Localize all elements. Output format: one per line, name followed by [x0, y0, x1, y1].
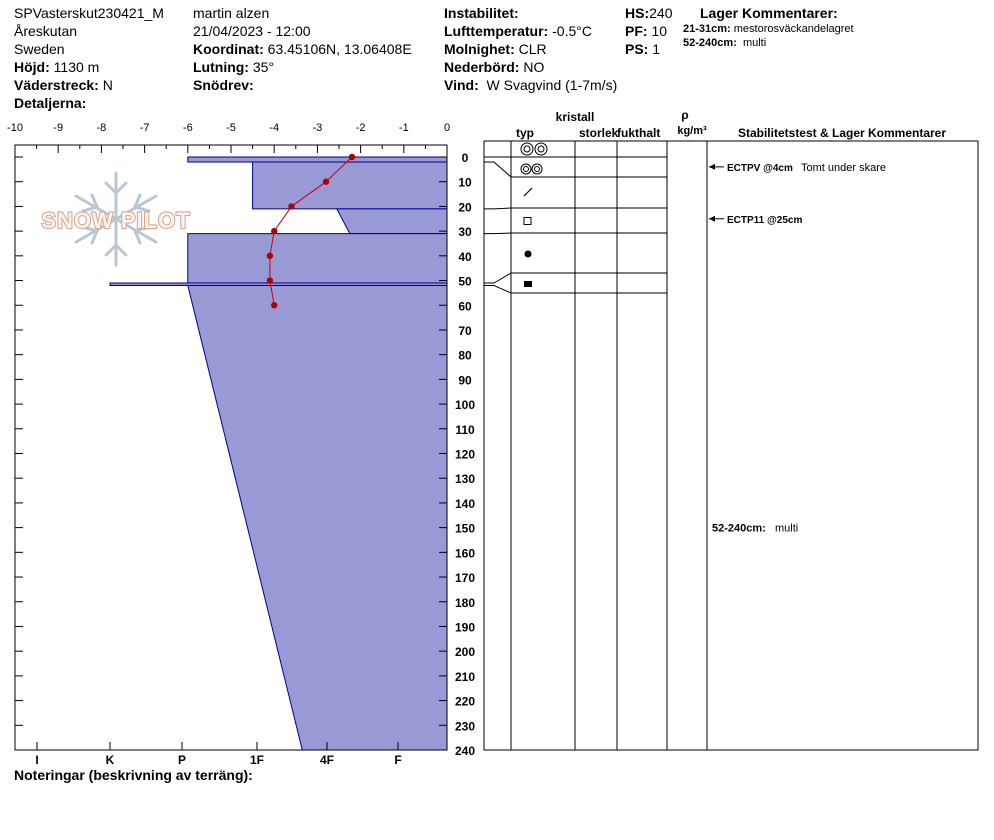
- stability-test-label: ECTP11 @25cm: [727, 214, 803, 226]
- precip-value: NO: [523, 59, 545, 75]
- depth-tick-label-12: 120: [454, 447, 476, 462]
- temp-tick-label-10: 0: [443, 122, 451, 134]
- layer-table: [484, 108, 978, 750]
- temp-tick-label-6: -4: [269, 122, 280, 134]
- airtemp-label: Lufttemperatur:: [444, 23, 549, 39]
- layer-comment-1-text: mestorosväckandelagret: [733, 23, 854, 35]
- coordinate-value: 63.45106N, 13.06408E: [267, 41, 412, 57]
- depth-tick-label-13: 130: [454, 472, 476, 487]
- temperature-point-0: [349, 154, 355, 160]
- temp-tick-label-3: -7: [139, 122, 150, 134]
- temperature-point-2: [288, 203, 294, 209]
- depth-tick-label-5: 50: [458, 274, 472, 289]
- header-size: storlek: [579, 126, 619, 140]
- pf-label: PF:: [625, 23, 648, 39]
- ring-inner-b: [535, 167, 540, 172]
- header-rho-unit: kg/m³: [677, 125, 707, 137]
- wind-label: Vind:: [444, 77, 479, 93]
- temp-tick-label-2: -8: [96, 122, 107, 134]
- hardness-layer-3: [188, 234, 447, 283]
- ps-value: 1: [652, 41, 661, 57]
- hs-value: 240: [649, 5, 673, 21]
- depth-tick-label-23: 230: [454, 719, 476, 734]
- stability-test-1: [709, 215, 802, 226]
- header-rho: ρ: [681, 108, 689, 122]
- depth-tick-label-24: 240: [454, 744, 476, 758]
- sky-value: CLR: [518, 41, 547, 57]
- ring-outer-a: [521, 143, 533, 155]
- hardness-layer-2: [337, 209, 447, 234]
- hardness-layers: [110, 157, 447, 750]
- airtemp-value: -0.5°C: [552, 23, 592, 39]
- stability-test-0: [709, 162, 886, 174]
- temperature-point-4: [267, 253, 273, 259]
- grain-symbol-filled-dot: [525, 251, 532, 258]
- depth-tick-label-6: 60: [458, 299, 472, 314]
- layer-connector-5: [484, 285, 511, 293]
- temperature-point-3: [271, 228, 277, 234]
- depth-tick-label-2: 20: [458, 200, 472, 215]
- pf-value: 10: [651, 23, 668, 39]
- hs-label: HS:: [625, 5, 650, 21]
- layer-connector-1: [484, 162, 511, 177]
- temperature-point-1: [323, 179, 329, 185]
- depth-tick-label-3: 30: [458, 225, 472, 240]
- layer-comments-label: Lager Kommentarer:: [700, 5, 838, 21]
- depth-tick-label-8: 80: [458, 348, 472, 363]
- header-typ: typ: [516, 126, 534, 140]
- layer-comment-2-text: multi: [742, 37, 767, 49]
- square-outline: [524, 218, 531, 225]
- depth-tick-label-20: 200: [454, 645, 476, 660]
- temp-tick-label-4: -6: [182, 122, 193, 134]
- depth-tick-label-7: 70: [458, 323, 472, 338]
- ring-inner-b: [538, 146, 544, 152]
- temp-tick-label-7: -3: [312, 122, 323, 134]
- depth-tick-label-16: 160: [454, 546, 476, 561]
- depth-tick-label-22: 220: [454, 694, 476, 709]
- aspect-label: Väderstreck:: [14, 77, 99, 93]
- depth-tick-label-1: 10: [458, 175, 472, 190]
- notes-label: Noteringar (beskrivning av terräng):: [14, 767, 253, 783]
- hardness-layer-5: [188, 285, 447, 750]
- slash-stroke: [524, 188, 532, 196]
- temp-tick-label-9: -1: [398, 122, 409, 134]
- ps-label: PS:: [625, 41, 649, 57]
- layer-connector-4: [484, 273, 511, 283]
- header-crystal: kristall: [555, 110, 595, 124]
- slope-value: 35°: [252, 59, 275, 75]
- temp-tick-label-0: -10: [7, 122, 23, 134]
- depth-tick-label-4: 40: [458, 249, 472, 264]
- elevation-label: Höjd:: [14, 59, 50, 75]
- depth-tick-label-11: 110: [455, 422, 475, 437]
- hardness-layer-1: [253, 162, 447, 209]
- stability-arrow-head: [709, 216, 715, 222]
- depth-tick-label-0: 0: [461, 151, 469, 165]
- hardness-tick-label-3: 1F: [249, 753, 265, 767]
- header-moisture: fukthalt: [617, 126, 661, 140]
- details-label: Detaljerna:: [14, 95, 87, 111]
- layer-note-text: multi: [775, 522, 799, 535]
- precip-label: Nederbörd:: [444, 59, 520, 75]
- wind-value: W Svagvind (1-7m/s): [486, 77, 618, 93]
- stability-test-comment: Tomt under skare: [801, 161, 886, 174]
- grain-symbol-slash: [524, 188, 532, 196]
- aspect-value: N: [102, 77, 113, 93]
- depth-tick-label-14: 140: [454, 496, 476, 511]
- depth-tick-label-15: 150: [454, 521, 476, 536]
- depth-tick-label-19: 190: [454, 620, 476, 635]
- observer-name: martin alzen: [193, 5, 270, 21]
- snowpilot-logo: [41, 173, 190, 265]
- rect-fill: [524, 281, 532, 287]
- depth-tick-label-10: 100: [454, 398, 476, 413]
- ring-outer-b: [532, 164, 542, 174]
- layer-connector-2: [484, 208, 511, 209]
- temperature-point-5: [267, 277, 273, 283]
- layer-comment-2-range: 52-240cm:: [683, 37, 737, 49]
- depth-tick-label-21: 210: [454, 669, 476, 684]
- temp-tick-label-1: -9: [53, 122, 64, 134]
- table-frame: [484, 141, 978, 750]
- sky-label: Molnighet:: [444, 41, 515, 57]
- site-name: SPVasterskut230421_M: [14, 5, 164, 21]
- ring-outer-a: [521, 164, 531, 174]
- hardness-tick-label-4: 4F: [319, 753, 335, 767]
- drift-label: Snödrev:: [193, 77, 254, 93]
- ring-outer-b: [535, 143, 547, 155]
- stability-test-label: ECTPV @4cm: [727, 162, 793, 174]
- grain-symbol-filled-rect: [524, 281, 532, 287]
- temp-tick-label-5: -5: [226, 122, 236, 134]
- hardness-tick-label-0: I: [35, 753, 39, 767]
- hardness-tick-label-2: P: [177, 753, 187, 767]
- grain-symbol-double-ring-small: [521, 164, 542, 174]
- elevation-value: 1130 m: [53, 59, 100, 75]
- location-name: Åreskutan: [14, 23, 78, 39]
- grain-symbol-open-square: [524, 218, 531, 225]
- hardness-tick-label-1: K: [105, 753, 115, 767]
- temperature-point-6: [271, 302, 277, 308]
- header-stability: Stabilitetstest & Lager Kommentarer: [737, 126, 947, 140]
- depth-tick-label-9: 90: [458, 373, 472, 388]
- country-name: Sweden: [14, 41, 65, 57]
- slope-label: Lutning:: [193, 59, 249, 75]
- ring-inner-a: [524, 167, 529, 172]
- hardness-layer-0: [188, 157, 447, 162]
- layer-note-0: [712, 523, 798, 535]
- instability-label: Instabilitet:: [444, 5, 519, 21]
- dot-fill: [525, 251, 532, 258]
- coordinate-label: Koordinat:: [193, 41, 264, 57]
- grain-symbol-double-ring: [521, 143, 547, 155]
- layer-comment-1-range: 21-31cm:: [683, 23, 731, 35]
- observation-datetime: 21/04/2023 - 12:00: [193, 23, 311, 39]
- depth-tick-label-17: 170: [454, 571, 476, 586]
- logo-text: SNOW PILOT: [41, 208, 191, 233]
- temp-tick-label-8: -2: [355, 122, 366, 134]
- layer-note-range: 52-240cm:: [712, 522, 766, 535]
- layer-connector-3: [484, 233, 511, 234]
- depth-tick-label-18: 180: [454, 595, 476, 610]
- ring-inner-a: [524, 146, 530, 152]
- stability-arrow-head: [709, 164, 715, 170]
- hardness-tick-label-5: F: [394, 753, 402, 767]
